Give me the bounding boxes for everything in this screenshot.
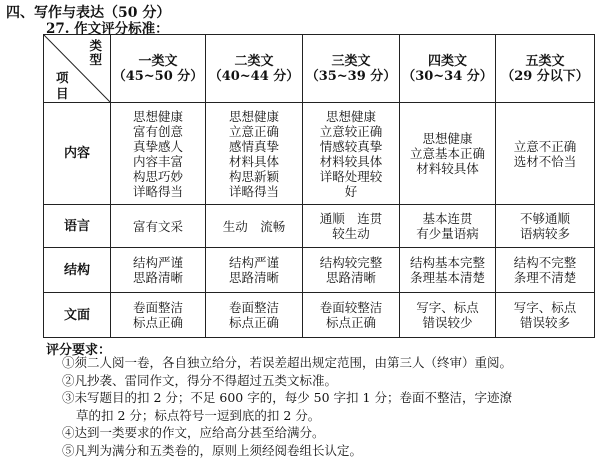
cell-line: 思想健康 — [325, 108, 376, 124]
requirement-item: ③未写题目的扣 2 分；不足 600 字的，每少 50 字扣 1 分；卷面不整洁，字迹潦 — [62, 390, 512, 405]
requirement-item: 草的扣 2 分；标点符号一逗到底的扣 2 分。 — [76, 407, 321, 423]
cell — [111, 293, 206, 338]
scoring-table — [43, 34, 595, 338]
cell — [303, 103, 400, 205]
column-header-3: 三类文 （35~39 分） — [303, 35, 400, 103]
cell-line: 标点正确 — [325, 315, 376, 330]
row-content — [44, 103, 595, 205]
cell-line: 结构较完整 — [319, 255, 383, 270]
cell-line: 立意较正确 — [319, 123, 383, 139]
corner-label-item-2: 目 — [56, 86, 69, 101]
cell-line: 标点正确 — [228, 315, 279, 330]
cell-line: 写字、标点 — [513, 300, 577, 315]
cell — [206, 293, 303, 338]
requirement-item: ⑤凡判为满分和五类卷的，原则上须经阅卷组长认定。 — [62, 442, 363, 458]
cell-line: 真挚感人 — [132, 138, 183, 154]
cell — [496, 248, 595, 293]
cell-line: 详略得当 — [228, 183, 279, 199]
cell-line: 富有文采 — [132, 218, 183, 234]
cell — [496, 103, 595, 205]
cell-line: 错误较多 — [519, 315, 570, 330]
column-header-1: 一类文 （45~50 分） — [111, 35, 206, 103]
cell-line: 详略处理较 — [319, 168, 383, 184]
cell — [496, 293, 595, 338]
cell-line: 错误较少 — [422, 315, 473, 330]
row-presentation — [44, 293, 595, 338]
cell — [496, 205, 595, 248]
row-label-language: 语言 — [44, 205, 111, 248]
cell-line: 思路清晰 — [228, 270, 279, 285]
cell-line: 思想健康 — [132, 108, 183, 124]
cell-line: 条理基本清楚 — [409, 270, 485, 285]
cell-line: 结构严谨 — [228, 255, 279, 270]
cell — [206, 103, 303, 205]
cell-line: 选材不恰当 — [513, 153, 577, 169]
cell-line: 思想健康 — [228, 108, 279, 124]
cell-line: 好 — [344, 183, 358, 199]
cell — [400, 103, 496, 205]
cell-line: 立意正确 — [228, 123, 279, 139]
cell-line: 感情真挚 — [228, 138, 279, 154]
cell-line: 条理不清楚 — [513, 270, 577, 285]
row-label-content: 内容 — [44, 103, 111, 205]
cell — [400, 205, 496, 248]
row-language — [44, 205, 595, 248]
cell-line: 卷面较整洁 — [319, 300, 383, 315]
cell — [111, 103, 206, 205]
cell-line: 较生动 — [332, 226, 370, 241]
column-header-5: 五类文 （29 分以下） — [496, 35, 595, 103]
cell-line: 结构基本完整 — [409, 255, 485, 270]
cell-line: 标点正确 — [132, 315, 183, 330]
cell-line: 构思巧妙 — [132, 168, 183, 184]
corner-label-type-2: 型 — [89, 52, 102, 67]
cell-line: 材料较具体 — [319, 153, 383, 169]
cell — [303, 248, 400, 293]
row-structure — [44, 248, 595, 293]
row-label-structure: 结构 — [44, 248, 111, 293]
cell — [303, 293, 400, 338]
cell-line: 材料具体 — [228, 153, 279, 169]
corner-label-type-1: 类 — [89, 38, 102, 53]
cell — [303, 205, 400, 248]
cell — [400, 248, 496, 293]
cell — [206, 248, 303, 293]
cell-line: 内容丰富 — [132, 153, 183, 169]
section-title: 四、写作与表达（50 分） — [6, 5, 171, 21]
cell-line: 思路清晰 — [132, 270, 183, 285]
cell-line: 思路清晰 — [325, 270, 376, 285]
requirement-item: ②凡抄袭、雷同作文，得分不得超过五类文标准。 — [62, 372, 338, 388]
cell-line: 写字、标点 — [416, 300, 479, 315]
cell-line: 有少量语病 — [416, 226, 479, 241]
requirements-list — [62, 354, 592, 459]
cell-line: 材料较具体 — [416, 161, 479, 176]
row-label-presentation: 文面 — [44, 293, 111, 338]
cell-line: 结构严谨 — [132, 255, 183, 270]
requirement-item: ④达到一类要求的作文，应给高分甚至给满分。 — [62, 425, 325, 440]
cell — [111, 205, 206, 248]
column-header-4: 四类文 （30~34 分） — [400, 35, 496, 103]
cell-line: 富有创意 — [132, 123, 183, 139]
cell-line: 语病较多 — [519, 226, 570, 241]
cell-line: 立意基本正确 — [409, 146, 485, 161]
header-row — [44, 35, 595, 103]
cell-line: 基本连贯 — [422, 211, 473, 226]
cell — [111, 248, 206, 293]
cell — [206, 205, 303, 248]
cell-line: 构思新颖 — [228, 168, 279, 184]
corner-label-item-1: 项 — [56, 70, 69, 85]
cell-line: 详略得当 — [132, 183, 183, 199]
requirement-item: ①须二人阅一卷，各自独立给分，若误差超出规定范围，由第三人（终审）重阅。 — [62, 355, 513, 370]
cell-line: 生动 流畅 — [222, 218, 286, 234]
subsection-title: 27. 作文评分标准： — [46, 21, 169, 37]
cell-line: 卷面整洁 — [228, 300, 279, 315]
cell-line: 情感较真挚 — [319, 138, 383, 154]
column-header-2: 二类文 （40~44 分） — [206, 35, 303, 103]
cell-line: 结构不完整 — [513, 255, 577, 270]
cell-line: 不够通顺 — [519, 211, 570, 226]
cell-line: 思想健康 — [422, 131, 473, 146]
cell-line: 卷面整洁 — [132, 300, 183, 315]
cell-line: 通顺 连贯 — [319, 211, 383, 226]
cell-line: 立意不正确 — [513, 138, 577, 154]
requirements-title: 评分要求： — [46, 343, 112, 358]
cell — [400, 293, 496, 338]
corner-cell — [44, 35, 111, 103]
